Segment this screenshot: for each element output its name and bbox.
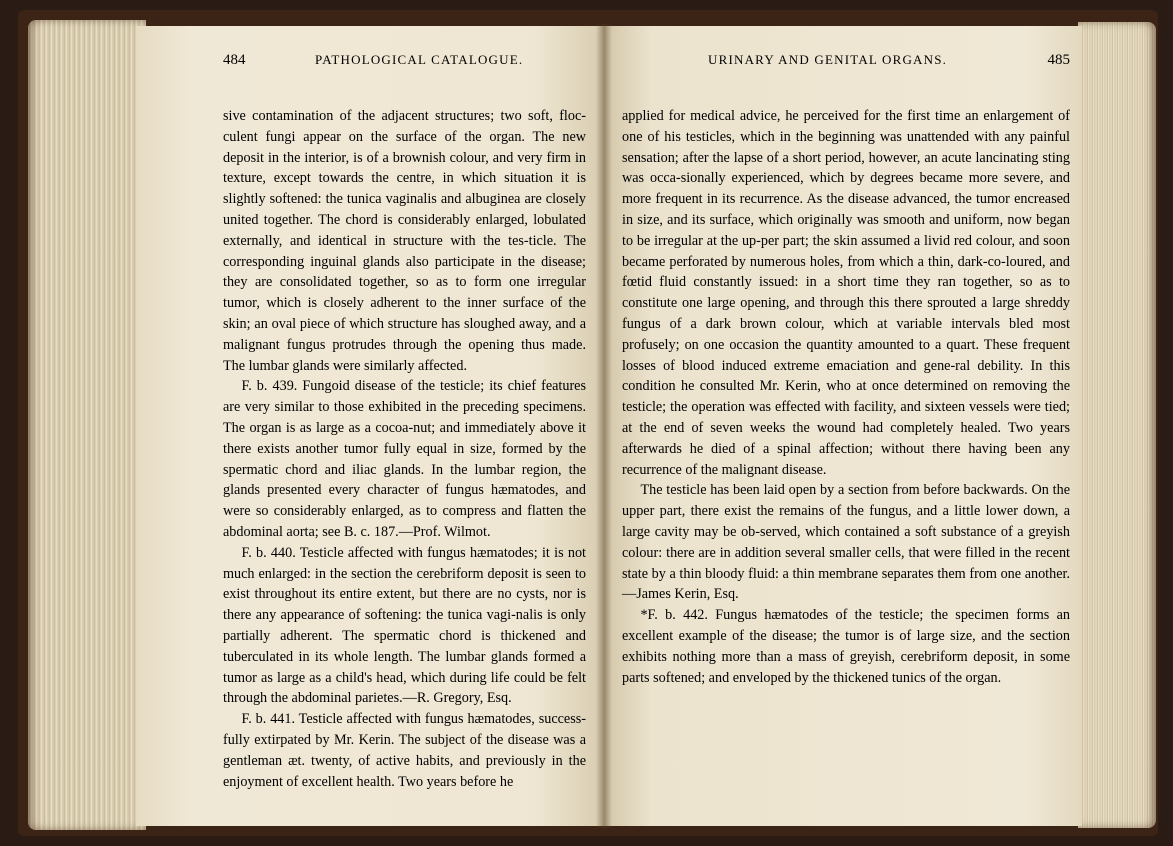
left-running-head	[223, 52, 586, 69]
left-header-title: PATHOLOGICAL CATALOGUE.	[315, 52, 524, 67]
paragraph: F. b. 441. Testicle affected with fungus hæmatodes, success-fully extirpated by Mr. Kerin. The subject of the disease was a gentleman æt. twenty, of active habits, and previously in the enjoyment of excellent health. Two years before he	[223, 711, 586, 790]
page-edges-left	[28, 20, 146, 830]
right-header-title: URINARY AND GENITAL ORGANS.	[708, 52, 948, 67]
book-gutter	[596, 24, 612, 828]
paragraph: applied for medical advice, he perceived for the first time an enlargement of one of his testicles, which in the beginning was unattended with any painful sensation; after the lapse of a short period, however, an acute lancinating sting was occa-sionally experienced, which by degrees became more severe, and more frequent in its recurrence. As the disease advanced, the tumor encreased in size, and its surface, which originally was smooth and uniform, now began to be irregular at the up-per part; the skin assumed a livid red colour, and soon became perforated by numerous holes, from which a thin, dark-co-loured, and fœtid fluid constantly issued: in a short time they ran together, so as to constitute one large opening, and through this there sprouted a large shreddy fungus of a dark brown colour, which at variable intervals bled most profusely; on one occasion the quantity amounted to a quart. These frequent losses of blood induced extreme emaciation and gene-ral debility. In this condition he consulted Mr. Kerin, who at once determined on removing the testicle; the operation was effected with facility, and sixteen vessels were tied; at the end of seven weeks the wound had completely healed. Two years afterwards he died of a spinal affection; without there having been any recurrence of the malignant disease.	[622, 108, 1070, 478]
paragraph: *F. b. 442. Fungus hæmatodes of the testicle; the specimen forms an excellent example of the disease; the tumor is of large size, and the section exhibits nothing more than a mass of greyish, cerebriform deposit, in some parts softened; and enveloped by the thickened tunics of the organ.	[622, 607, 1070, 686]
page-edges-right	[1078, 22, 1156, 828]
right-page-number: 485	[1047, 52, 1070, 68]
paragraph: F. b. 439. Fungoid disease of the testicle; its chief features are very similar to those exhibited in the preceding specimens. The organ is as large as a cocoa-nut; and immediately above it there exists another tumor fully equal in size, formed by the spermatic chord and iliac glands. In the lumbar region, the glands presented every character of fungus hæmatodes, and were so considerably enlarged, as to compress and flatten the abdominal aorta; see B. c. 187.—Prof. Wilmot.	[223, 378, 586, 540]
left-body-text	[223, 106, 586, 792]
paragraph: F. b. 440. Testicle affected with fungus hæmatodes; it is not much enlarged: in the section the cerebriform deposit is seen to exist throughout its entire extent, but there are no cysts, nor is there any appearance of softening: the tunica vagi-nalis is only partially adherent. The spermatic chord is thickened and tuberculated in its whole length. The lumbar glands formed a tumor as large as a child's head, which during life could be felt through the abdominal parietes.—R. Gregory, Esq.	[223, 544, 586, 707]
paragraph: sive contamination of the adjacent structures; two soft, floc-culent fungi appear on the surface of the organ. The new deposit in the interior, is of a brownish colour, and very firm in texture, except towards the centre, in which situation it is slightly softened: the tunica vaginalis and albuginea are closely united together. The chord is considerably enlarged, lobulated externally, and identical in structure with the tes-ticle. The corresponding inguinal glands also participate in the disease; they are consolidated together, so as to form one irregular tumor, which is closely adherent to the inner surface of the skin; an oval piece of which structure has sloughed away, and a malignant fungus protrudes through the opening thus made. The lumbar glands were similarly affected.	[223, 108, 586, 374]
right-body-text	[622, 106, 1070, 688]
paragraph: The testicle has been laid open by a section from before backwards. On the upper part, there exist the remains of the fungus, and a little lower down, a large cavity may be ob-served, which contained a soft substance of a greyish colour: there are in addition several smaller cells, that were filled in the recent state by a thin bloody fluid: a thin membrane separates them from one another.—James Kerin, Esq.	[622, 482, 1070, 603]
left-page-number: 484	[223, 52, 246, 68]
